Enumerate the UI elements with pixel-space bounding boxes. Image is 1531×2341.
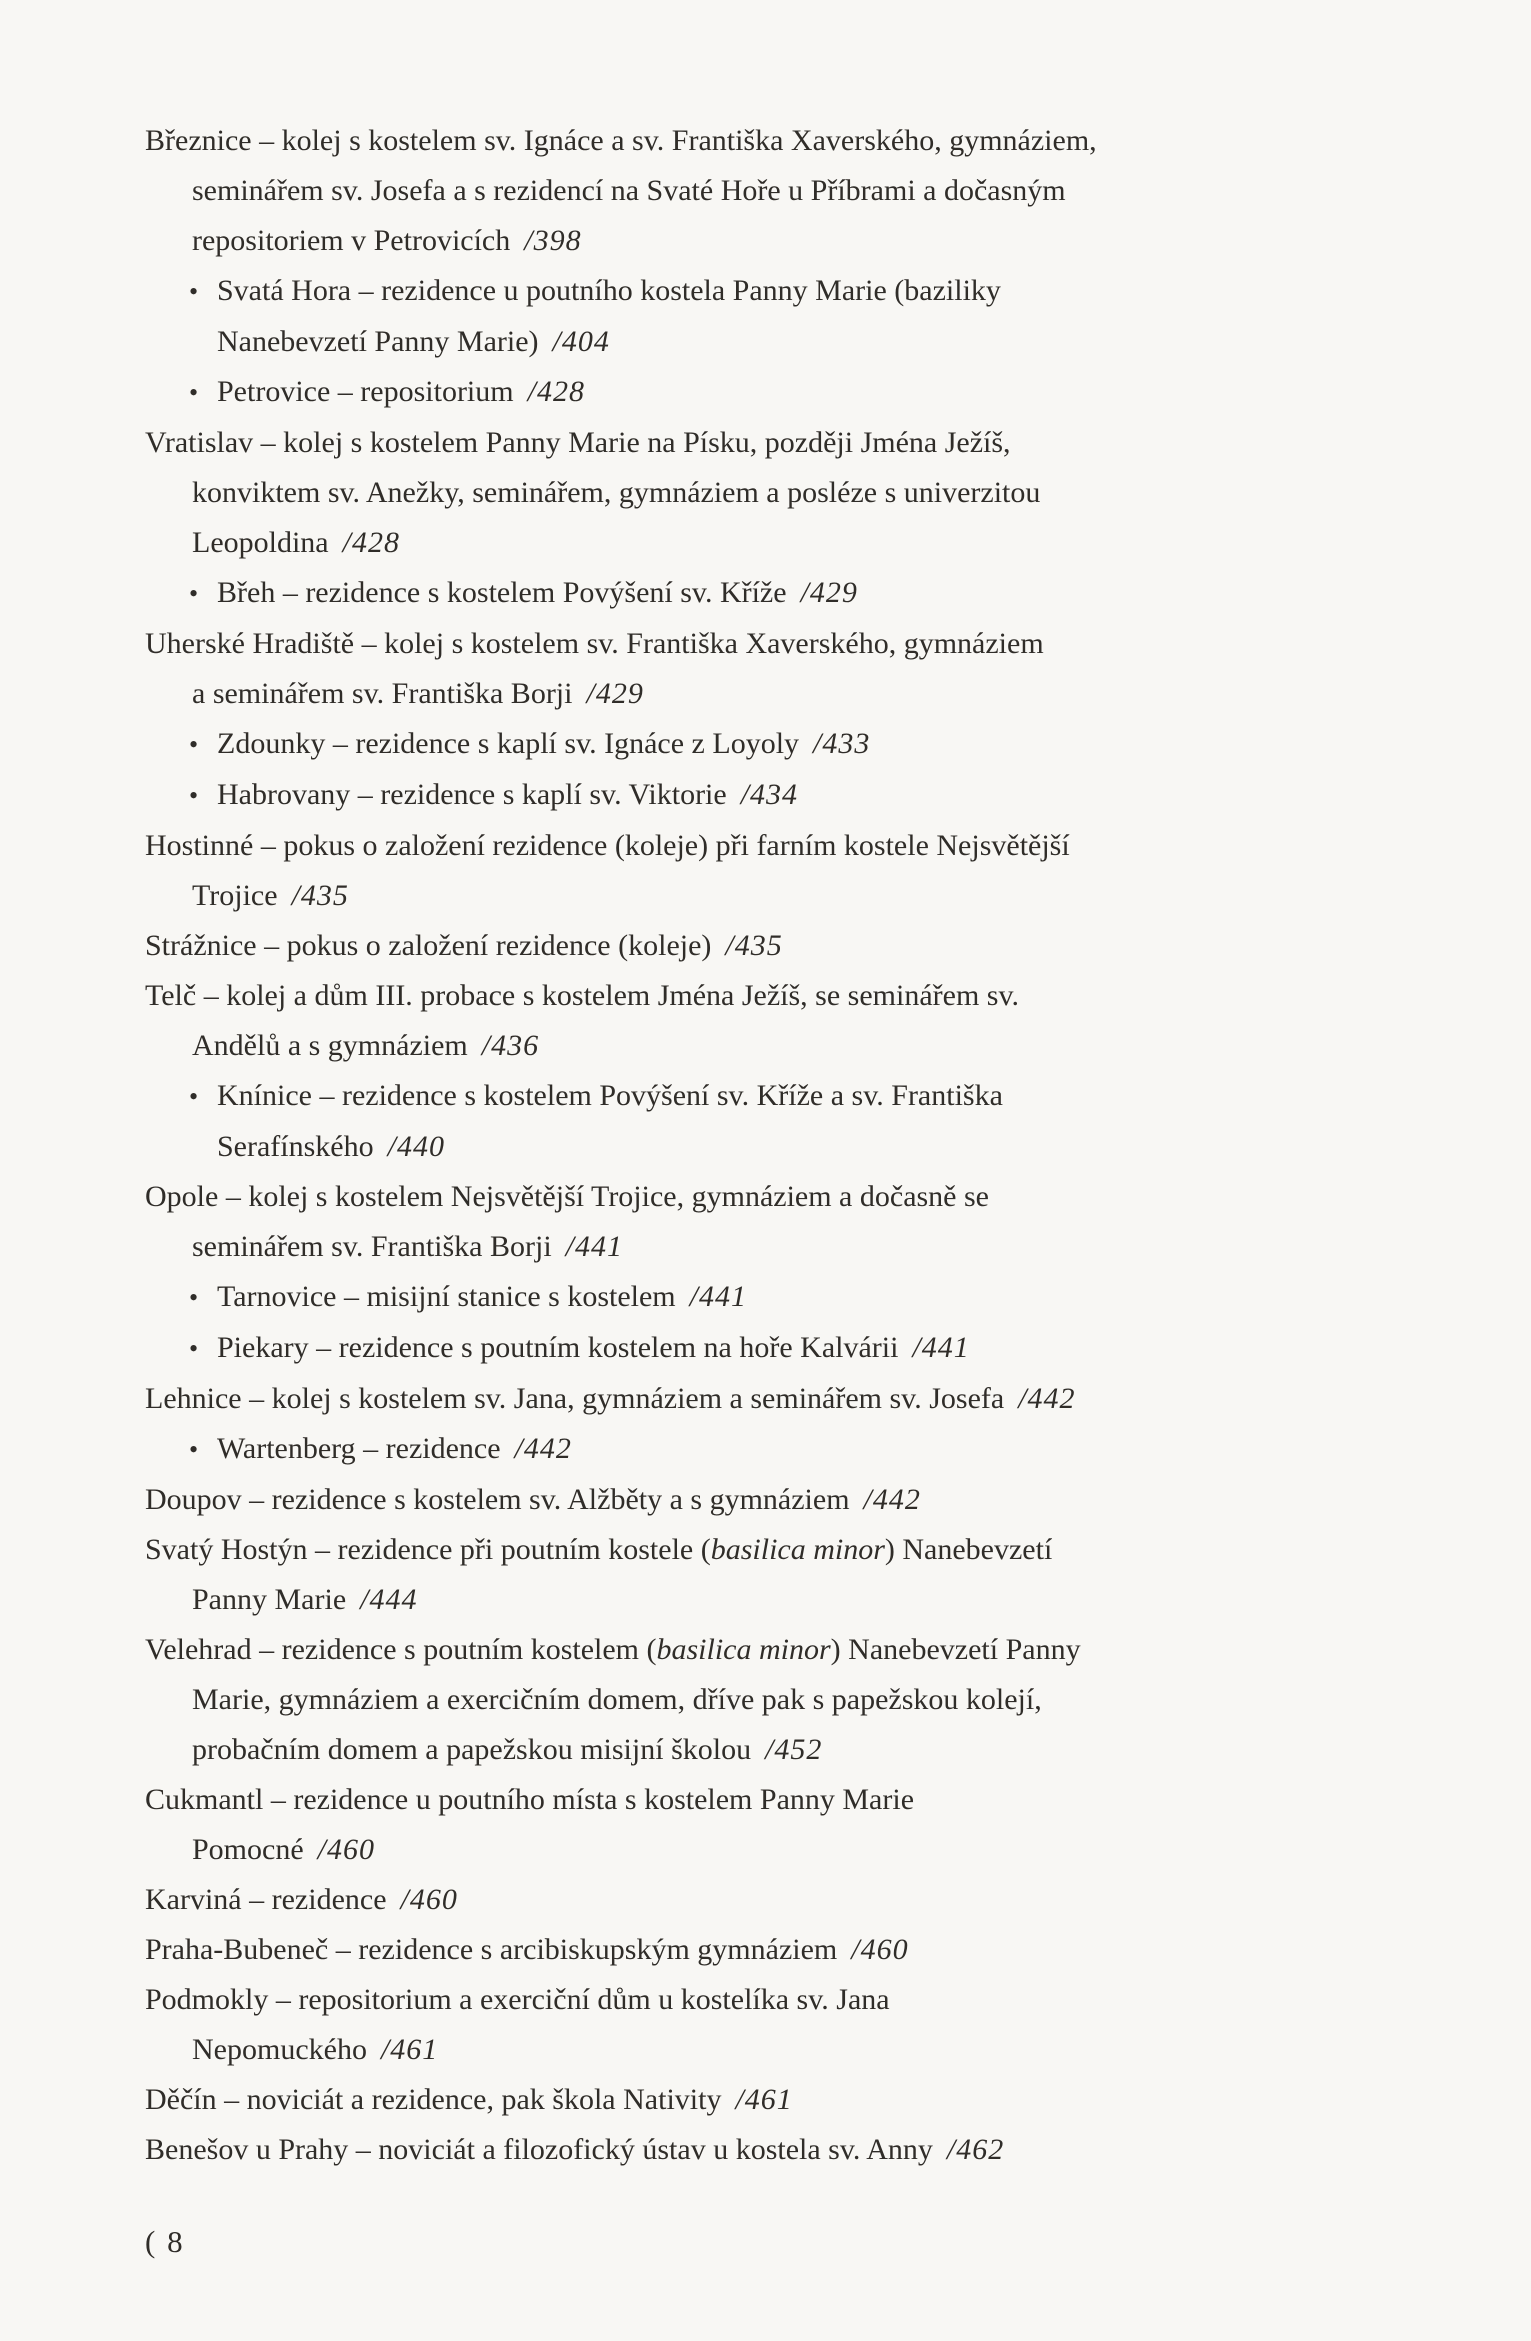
page-ref: /398 <box>524 224 582 257</box>
toc-entry <box>145 719 1481 770</box>
toc-line <box>145 1725 1481 1775</box>
toc-entry <box>145 1525 1481 1625</box>
toc-entry <box>145 971 1481 1071</box>
toc-entry <box>145 418 1481 568</box>
page-ref: /442 <box>863 1483 921 1516</box>
text-run: Knínice – rezidence s kostelem Povýšení sv. Kříže a sv. Františka <box>217 1079 1003 1112</box>
bullet-icon: • <box>189 579 199 608</box>
page-ref: /435 <box>725 929 783 962</box>
toc-line <box>145 1071 1481 1122</box>
text-run: Nepomuckého <box>192 2033 367 2066</box>
page-ref: /435 <box>291 879 349 912</box>
text-run: Wartenberg – rezidence <box>217 1432 501 1465</box>
text-run: Hostinné – pokus o založení rezidence (koleje) při farním kostele Nejsvětější <box>145 829 1070 862</box>
text-run: seminářem sv. Josefa a s rezidencí na Svaté Hoře u Příbrami a dočasným <box>192 174 1066 207</box>
page-ref: /404 <box>552 325 610 358</box>
toc-line <box>145 1424 1481 1475</box>
toc-entry <box>145 619 1481 719</box>
toc-line <box>145 418 1481 468</box>
page-ref: /440 <box>387 1130 445 1163</box>
toc-line <box>145 2025 1481 2075</box>
page-ref: /441 <box>689 1280 747 1313</box>
page-ref: /460 <box>317 1833 375 1866</box>
text-run: Petrovice – repositorium <box>217 375 514 408</box>
toc-entry <box>145 116 1481 266</box>
text-run: Habrovany – rezidence s kaplí sv. Viktorie <box>217 778 727 811</box>
toc-line <box>145 1272 1481 1323</box>
text-run: a seminářem sv. Františka Borji <box>192 677 573 710</box>
italic-text: basilica minor <box>656 1633 831 1666</box>
page-ref: /436 <box>481 1029 540 1062</box>
toc-line <box>145 1525 1481 1575</box>
page-ref: /441 <box>565 1230 624 1263</box>
toc-entry <box>145 1272 1481 1323</box>
toc-entry <box>145 1323 1481 1374</box>
page-ref: /442 <box>514 1432 572 1465</box>
bullet-icon: • <box>189 781 199 810</box>
page-ref: /444 <box>360 1583 418 1616</box>
toc-entry <box>145 821 1481 921</box>
text-run: Leopoldina <box>192 526 329 559</box>
page-ref: /441 <box>912 1331 970 1364</box>
text-run: Piekary – rezidence s poutním kostelem na hoře Kalvárii <box>217 1331 899 1364</box>
toc-line <box>145 719 1481 770</box>
bullet-icon: • <box>189 378 199 407</box>
text-run: Serafínského <box>217 1130 374 1163</box>
text-run: Cukmantl – rezidence u poutního místa s kostelem Panny Marie <box>145 1783 915 1816</box>
text-run: Břeh – rezidence s kostelem Povýšení sv. Kříže <box>217 576 787 609</box>
text-run: Benešov u Prahy – noviciát a filozofický ústav u kostela sv. Anny <box>145 2133 933 2166</box>
toc-entry <box>145 1374 1481 1424</box>
toc-line <box>145 770 1481 821</box>
toc-line <box>145 821 1481 871</box>
toc-entry <box>145 1925 1481 1975</box>
toc-entry <box>145 1625 1481 1775</box>
text-run: ) Nanebevzetí <box>884 1533 1053 1566</box>
page-ref: /428 <box>527 375 585 408</box>
toc-entry <box>145 1975 1481 2075</box>
page-ref: /433 <box>813 727 871 760</box>
toc-entry <box>145 367 1481 418</box>
text-run: Uherské Hradiště – kolej s kostelem sv. Františka Xaverského, gymnáziem <box>145 627 1044 660</box>
toc-entry <box>145 1172 1481 1272</box>
toc-line <box>145 568 1481 619</box>
text-run: ) Nanebevzetí Panny <box>830 1633 1081 1666</box>
toc-line <box>145 266 1481 317</box>
page-number: ( 8 <box>145 2224 185 2259</box>
toc-line <box>145 1172 1481 1222</box>
text-run: repositoriem v Petrovicích <box>192 224 511 257</box>
toc-entry <box>145 2075 1481 2125</box>
page-ref: /428 <box>342 526 400 559</box>
page-ref: /462 <box>946 2133 1005 2166</box>
bullet-icon: • <box>189 1283 199 1312</box>
text-run: Svatá Hora – rezidence u poutního kostela Panny Marie (baziliky <box>217 274 1001 307</box>
toc-entries <box>145 116 1481 2175</box>
text-run: seminářem sv. Františka Borji <box>192 1230 552 1263</box>
bullet-icon: • <box>189 1082 199 1111</box>
toc-line <box>145 669 1481 719</box>
text-run: Březnice – kolej s kostelem sv. Ignáce a sv. Františka Xaverského, gymnáziem, <box>145 124 1097 157</box>
text-run: Tarnovice – misijní stanice s kostelem <box>217 1280 676 1313</box>
text-run: Telč – kolej a dům III. probace s kostelem Jména Ježíš, se seminářem sv. <box>145 979 1020 1012</box>
page-ref: /460 <box>851 1933 909 1966</box>
toc-line <box>145 971 1481 1021</box>
page-ref: /434 <box>740 778 799 811</box>
text-run: Podmokly – repositorium a exerciční dům u kostelíka sv. Jana <box>145 1983 890 2016</box>
toc-line <box>145 1222 1481 1272</box>
text-run: Nanebevzetí Panny Marie) <box>217 325 539 358</box>
toc-entry <box>145 2125 1481 2175</box>
page-ref: /461 <box>380 2033 439 2066</box>
italic-text: basilica minor <box>710 1533 885 1566</box>
text-run: Děčín – noviciát a rezidence, pak škola Nativity <box>145 2083 722 2116</box>
toc-line <box>145 1625 1481 1675</box>
page-ref: /429 <box>800 576 858 609</box>
toc-line <box>145 1575 1481 1625</box>
toc-line <box>145 367 1481 418</box>
text-run: Andělů a s gymnáziem <box>192 1029 468 1062</box>
page-ref: /460 <box>400 1883 458 1916</box>
text-run: Opole – kolej s kostelem Nejsvětější Trojice, gymnáziem a dočasně se <box>145 1180 989 1213</box>
toc-line <box>145 1122 1481 1172</box>
toc-line <box>145 921 1481 971</box>
toc-entry <box>145 921 1481 971</box>
page-ref: /429 <box>586 677 644 710</box>
text-run: Panny Marie <box>192 1583 347 1616</box>
toc-line <box>145 317 1481 367</box>
text-run: Strážnice – pokus o založení rezidence (koleje) <box>145 929 712 962</box>
text-run: Lehnice – kolej s kostelem sv. Jana, gymnáziem a seminářem sv. Josefa <box>145 1382 1005 1415</box>
toc-line <box>145 1374 1481 1424</box>
text-run: Doupov – rezidence s kostelem sv. Alžběty a s gymnáziem <box>145 1483 850 1516</box>
toc-entry <box>145 1475 1481 1525</box>
text-run: Marie, gymnáziem a exercičním domem, dříve pak s papežskou kolejí, <box>192 1683 1042 1716</box>
toc-line <box>145 116 1481 166</box>
text-run: probačním domem a papežskou misijní školou <box>192 1733 752 1766</box>
toc-entry <box>145 1875 1481 1925</box>
toc-line <box>145 518 1481 568</box>
page-ref: /452 <box>765 1733 823 1766</box>
text-run: Vratislav – kolej s kostelem Panny Marie na Písku, později Jména Ježíš, <box>145 426 1011 459</box>
toc-line <box>145 1825 1481 1875</box>
toc-line <box>145 1475 1481 1525</box>
toc-entry <box>145 568 1481 619</box>
toc-entry <box>145 266 1481 367</box>
text-run: Velehrad – rezidence s poutním kostelem ( <box>145 1633 657 1666</box>
toc-entry <box>145 770 1481 821</box>
bullet-icon: • <box>189 730 199 759</box>
toc-line <box>145 468 1481 518</box>
bullet-icon: • <box>189 277 199 306</box>
toc-entry <box>145 1424 1481 1475</box>
bullet-icon: • <box>189 1435 199 1464</box>
text-run: Praha-Bubeneč – rezidence s arcibiskupským gymnáziem <box>145 1933 838 1966</box>
bullet-icon: • <box>189 1334 199 1363</box>
toc-line <box>145 1775 1481 1825</box>
text-run: Pomocné <box>192 1833 304 1866</box>
toc-line <box>145 1925 1481 1975</box>
toc-line <box>145 2125 1481 2175</box>
toc-entry <box>145 1071 1481 1172</box>
text-run: Trojice <box>192 879 278 912</box>
toc-line <box>145 1675 1481 1725</box>
toc-line <box>145 871 1481 921</box>
toc-line <box>145 619 1481 669</box>
toc-line <box>145 1975 1481 2025</box>
toc-line <box>145 166 1481 216</box>
text-run: Zdounky – rezidence s kaplí sv. Ignáce z Loyoly <box>217 727 800 760</box>
page-ref: /442 <box>1018 1382 1076 1415</box>
toc-line <box>145 1875 1481 1925</box>
text-run: konviktem sv. Anežky, seminářem, gymnáziem a posléze s univerzitou <box>192 476 1041 509</box>
toc-line <box>145 1323 1481 1374</box>
text-run: Karviná – rezidence <box>145 1883 387 1916</box>
page-ref: /461 <box>735 2083 793 2116</box>
text-run: Svatý Hostýn – rezidence při poutním kostele ( <box>145 1533 711 1566</box>
toc-entry <box>145 1775 1481 1875</box>
toc-line <box>145 2075 1481 2125</box>
toc-line <box>145 216 1481 266</box>
toc-line <box>145 1021 1481 1071</box>
